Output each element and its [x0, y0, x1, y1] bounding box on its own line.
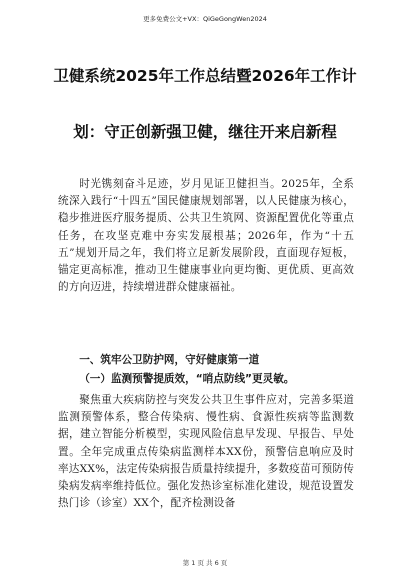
header-promo-note: 更多免费公文+VX：QiGeGongWen2024 — [143, 15, 267, 23]
subsection-paragraph: 聚焦重大疾病防控与突发公共卫生事件应对，完善多渠道监测预警体系，整合传染病、慢性病、食源性疾病等监测数据，建立智能分析模型，实现风险信息早发现、早报告、早处置。全年完成重点传染病监测样本XX份，预警信息响应及时率达XX%，法定传染病报告质量持续提升，多数疫苗可预防传染病发病率维持低位。强化发热诊室标准化建设，规范设置发热门诊（诊室）XX个，配齐检测设备 — [58, 394, 354, 510]
document-title-line-2: 划：守正创新强卫健，继往开来启新程 — [73, 123, 337, 141]
subsection-heading-1: （一）监测预警提质效，“哨点防线”更灵敏。 — [79, 373, 295, 385]
intro-paragraph-block — [58, 176, 354, 296]
document-title-line-1: 卫健系统2025年工作总结暨2026年工作计 — [53, 67, 357, 85]
section-heading-1: 一、筑牢公卫防护网，守好健康第一道 — [79, 354, 260, 366]
page-footer: 第 1 页 共 6 页 — [182, 559, 228, 567]
intro-paragraph: 时光镌刻奋斗足迹，岁月见证卫健担当。2025年，全系统深入践行“十四五”国民健康规划部署，以人民健康为核心，稳步推进医疗服务提质、公共卫生筑网、资源配置优化等重点任务，在攻坚克难中夯实发展根基；2026年，作为“十五五”规划开局之年，我们将立足新发展阶段，直面现存短板，锚定更高标准，推动卫生健康事业向更均衡、更优质、更高效的方向迈进，持续增进群众健康福祉。 — [58, 178, 354, 294]
subsection-paragraph-block — [58, 392, 354, 512]
